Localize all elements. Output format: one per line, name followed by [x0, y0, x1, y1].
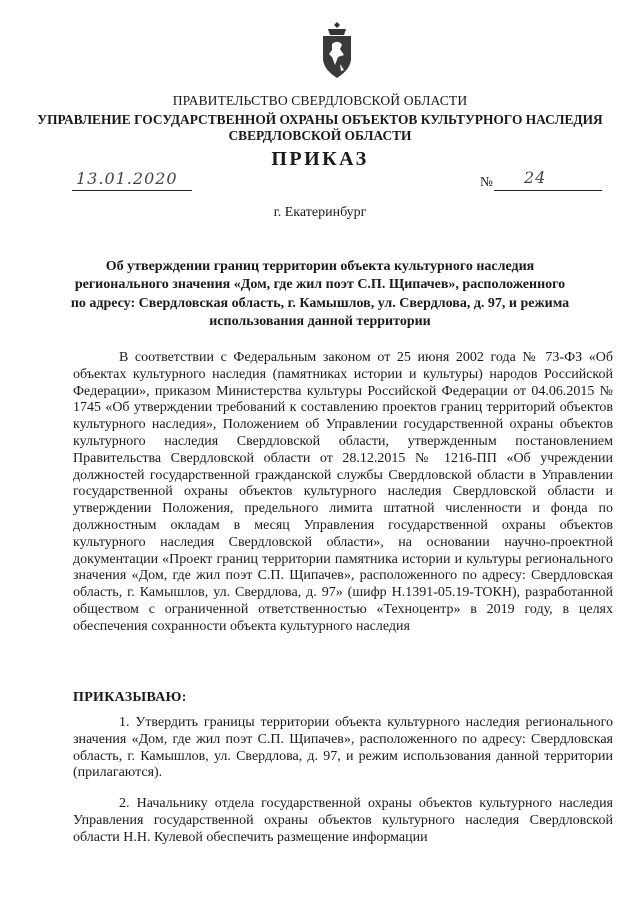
order-item-1: 1. Утвердить границы территории объекта культурного наследия регионального значения «Дом, где жил поэт С.П. Щипачев», расположенного по адресу: Свердловская область, г. Камышлов, ул. Свердлова, д. 97, и режим использования данной территории (прилагаются).	[73, 715, 613, 781]
department-name-text: УПРАВЛЕНИЕ ГОСУДАРСТВЕННОЙ ОХРАНЫ ОБЪЕКТОВ КУЛЬТУРНОГО НАСЛЕДИЯ СВЕРДЛОВСКОЙ ОБЛАСТИ	[37, 112, 603, 143]
city: г. Екатеринбург	[273, 205, 367, 220]
document-title: Об утверждении границ территории объекта культурного наследия регионального значения «Дом, где жил поэт С.П. Щипачев», расположенного по адресу: Свердловская область, г. Камышлов, ул. Свердлова, д. 97, и режима использования данной территории	[70, 259, 570, 329]
coat-of-arms-emblem	[318, 20, 356, 82]
document-type: ПРИКАЗ	[271, 148, 369, 170]
number-label: №	[480, 174, 493, 189]
number-field	[480, 170, 602, 190]
handwritten-date: 13.01.2020	[76, 169, 178, 188]
order-item-2: 2. Начальнику отдела государственной охраны объектов культурного наследия Управления государственной охраны объектов культурного наследия Свердловской области Н.Н. Кулевой обеспечить размещение информации	[73, 796, 613, 845]
date-field	[72, 170, 192, 191]
department-name	[0, 112, 640, 144]
number-underline	[494, 170, 602, 191]
handwritten-number: 24	[524, 168, 547, 187]
command-heading: ПРИКАЗЫВАЮ:	[73, 690, 187, 705]
government-name: ПРАВИТЕЛЬСТВО СВЕРДЛОВСКОЙ ОБЛАСТИ	[172, 93, 468, 108]
preamble-paragraph: В соответствии с Федеральным законом от 25 июня 2002 года № 73-ФЗ «Об объектах культурного наследия (памятниках истории и культуры) народов Российской Федерации», приказом Министерства культуры Российской Федерации от 04.06.2015 № 1745 «Об утверждении требований к составлению проектов границ территорий объектов культурного наследия», Положением об Управлении государственной охраны объектов культурного наследия Свердловской области, утвержденным постановлением Правительства Свердловской области от 28.12.2015 № 1216-ПП «Об учреждении должностей государственной гражданской службы Свердловской области в Управлении государственной охраны объектов культурного наследия Свердловской области и утверждении Положения, предельного лимита штатной численности и фонда по должностным окладам в месяц Управления государственной охраны объектов культурного наследия Свердловской области», на основании научно-проектной документации «Проект границ территории памятника истории и культуры регионального значения «Дом, где жил поэт С.П. Щипачев», расположенного по адресу: Свердловская область, г. Камышлов, ул. Свердлова, д. 97» (шифр Н.1391-05.19-ТОКН), разработанной обществом с ограниченной ответственностью «Техноцентр» в 2019 году, в целях обеспечения сохранности объекта культурного наследия	[73, 350, 613, 634]
